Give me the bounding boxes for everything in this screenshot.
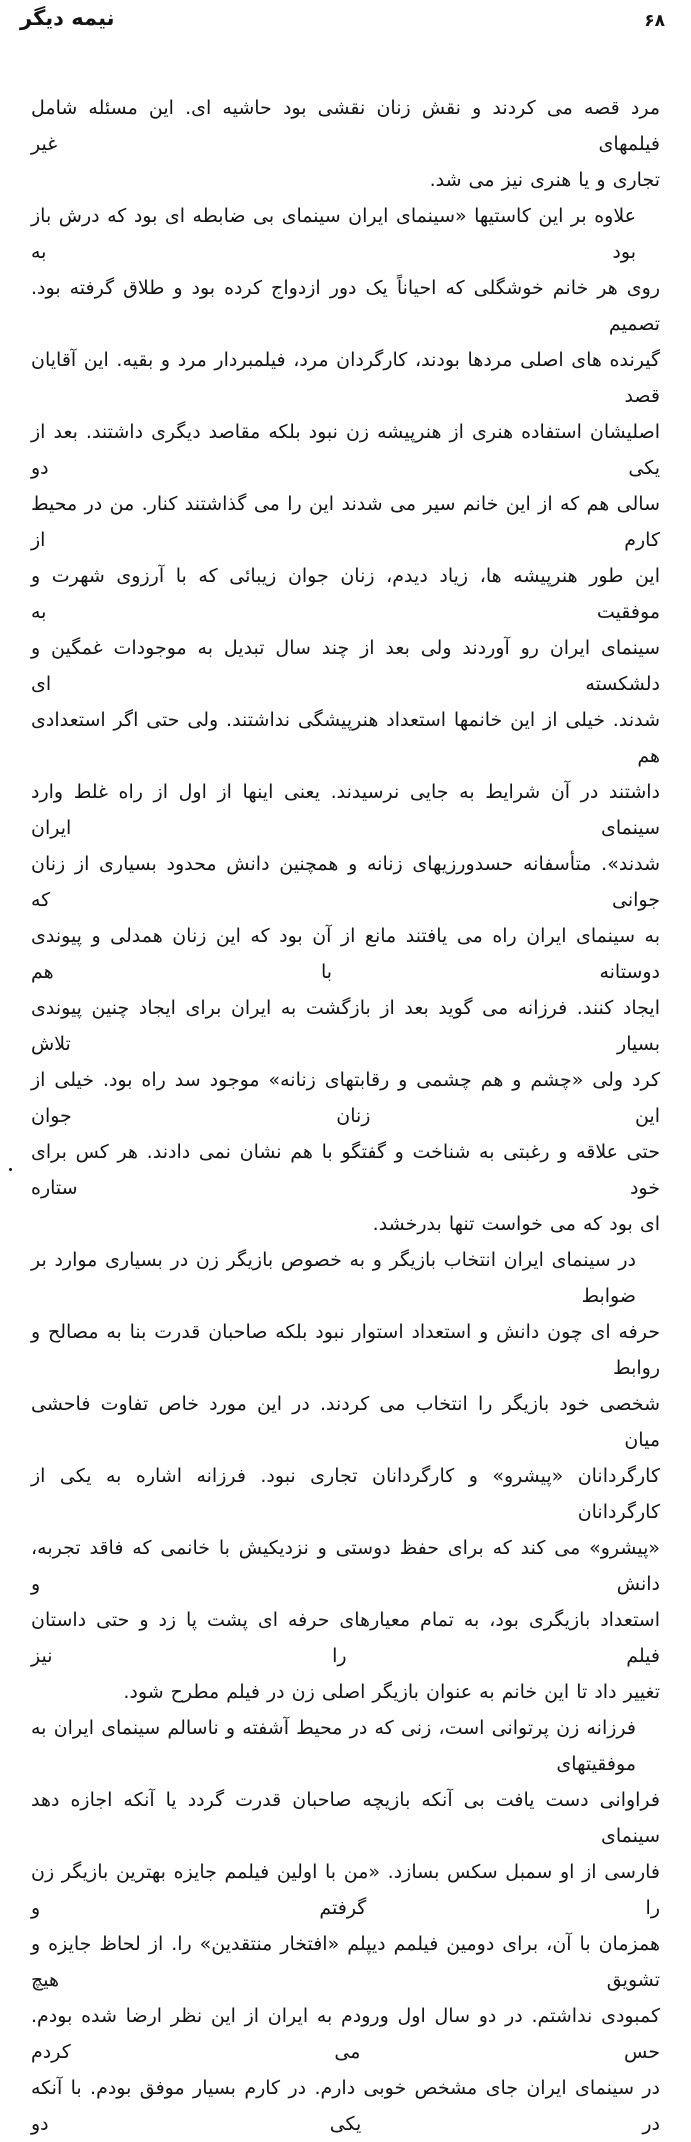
text-line: سالی هم که از این خانم سیر می شدند این را می گذاشتند کنار. من در محیط کارم از <box>31 493 660 551</box>
text-line: تغییر داد تا این خانم به عنوان بازیگر اصلی زن در فیلم مطرح شود. <box>123 1681 660 1703</box>
text-line: داشتند در آن شرایط به جایی نرسیدند. یعنی اینها از اول از راه غلط وارد سینمای ایران <box>31 781 660 839</box>
text-line: گیرنده های اصلی مردها بودند، کارگردان مرد، فیلمبردار مرد و بقیه. این آقایان قصد <box>31 349 660 407</box>
text-line: روی هر خانم خوشگلی که احیاناً یک دور ازدواج کرده بود و طلاق گرفته بود. تصمیم <box>31 277 660 335</box>
page-number: ۶۸ <box>644 11 665 31</box>
text-line: در سینمای ایران جای مشخص خوبی دارم. در کارم بسیار موفق بودم. با آنکه در یکی دو <box>31 2077 660 2135</box>
running-title: نیمه دیگر <box>20 6 115 30</box>
text-line: شخصی خود بازیگر را انتخاب می کردند. در این مورد خاص تفاوت فاحشی میان <box>31 1393 660 1451</box>
text-line: حرفه ای چون دانش و استعداد استوار نبود بلکه صاحبان قدرت بنا به مصالح و روابط <box>31 1321 660 1379</box>
text-line: حتی علاقه و رغبتی به شناخت و گفتگو با هم نشان نمی دادند. هر کس برای خود ستاره <box>31 1141 660 1199</box>
stray-ink-mark <box>9 1168 12 1171</box>
text-line: استعداد بازیگری بود، به تمام معیارهای حرفه ای پشت پا زد و حتی داستان فیلم را نیز <box>31 1609 660 1667</box>
text-line: سینمای ایران رو آوردند ولی بعد از چند سال تبدیل به موجودات غمگین و دلشکسته ای <box>31 637 660 695</box>
text-line: فراوانی دست یافت بی آنکه بازیچه صاحبان قدرت گردد یا آنکه اجازه دهد سینمای <box>31 1789 660 1847</box>
text-line: شدند». متأسفانه حسدورزیهای زنانه و همچنین دانش محدود بسیاری از زنان جوانی که <box>31 853 660 911</box>
text-line: علاوه بر این کاستیها «سینمای ایران سینمای بی ضابطه ای بود که درش باز بود به <box>31 205 636 263</box>
text-line: فرزانه زن پرتوانی است، زنی که در محیط آشفته و ناسالم سینمای ایران به موفقیتهای <box>31 1717 636 1775</box>
text-line: کرد ولی «چشم و هم چشمی و رقابتهای زنانه» موجود سد راه بود. خیلی از این زنان جوان <box>31 1069 660 1127</box>
text-line: همزمان با آن، برای دومین فیلمم دیپلم «افتخار منتقدین» را. از لحاظ جایزه و تشویق هیچ <box>31 1933 660 1991</box>
text-line: مرد قصه می کردند و نقش زنان نقشی بود حاشیه ای. این مسئله شامل فیلمهای غیر <box>31 97 660 155</box>
running-head <box>20 6 665 31</box>
text-line: در سینمای ایران انتخاب بازیگر و به خصوص بازیگر زن در بسیاری موارد بر ضوابط <box>31 1249 636 1307</box>
text-line: اصلیشان استفاده هنری از هنرپیشه زن نبود بلکه مقاصد دیگری داشتند. بعد از یکی دو <box>31 421 660 479</box>
text-line: «پیشرو» می کند که برای حفظ دوستی و نزدیکیش با خانمی که فاقد تجربه، دانش و <box>31 1537 660 1595</box>
text-line: کارگردانان «پیشرو» و کارگردانان تجاری نبود. فرزانه اشاره به یکی از کارگردانان <box>31 1465 660 1523</box>
text-line: کمبودی نداشتم. در دو سال اول ورودم به ایران از این نظر ارضا شده بودم. حس می کردم <box>31 2005 660 2063</box>
text-line: ای بود که می خواست تنها بدرخشد. <box>372 1213 660 1235</box>
text-line: شدند. خیلی از این خانمها استعداد هنرپیشگی نداشتند. ولی حتی اگر استعدادی هم <box>31 709 660 767</box>
text-line: فارسی از او سمبل سکس بسازد. «من با اولین فیلمم جایزه بهترین بازیگر زن را گرفتم و <box>31 1861 660 1919</box>
text-line: تجاری و یا هنری نیز می شد. <box>429 169 660 191</box>
text-line: این طور هنرپیشه ها، زیاد دیدم، زنان جوان زیبائی که با آرزوی شهرت و موفقیت به <box>31 565 660 623</box>
text-line: ایجاد کنند. فرزانه می گوید بعد از بازگشت به ایران برای ایجاد چنین پیوندی بسیار تلاش <box>31 997 660 1055</box>
body-text <box>31 90 660 2142</box>
text-line: به سینمای ایران راه می یافتند مانع از آن بود که این زنان همدلی و پیوندی دوستانه با هم <box>31 925 660 983</box>
